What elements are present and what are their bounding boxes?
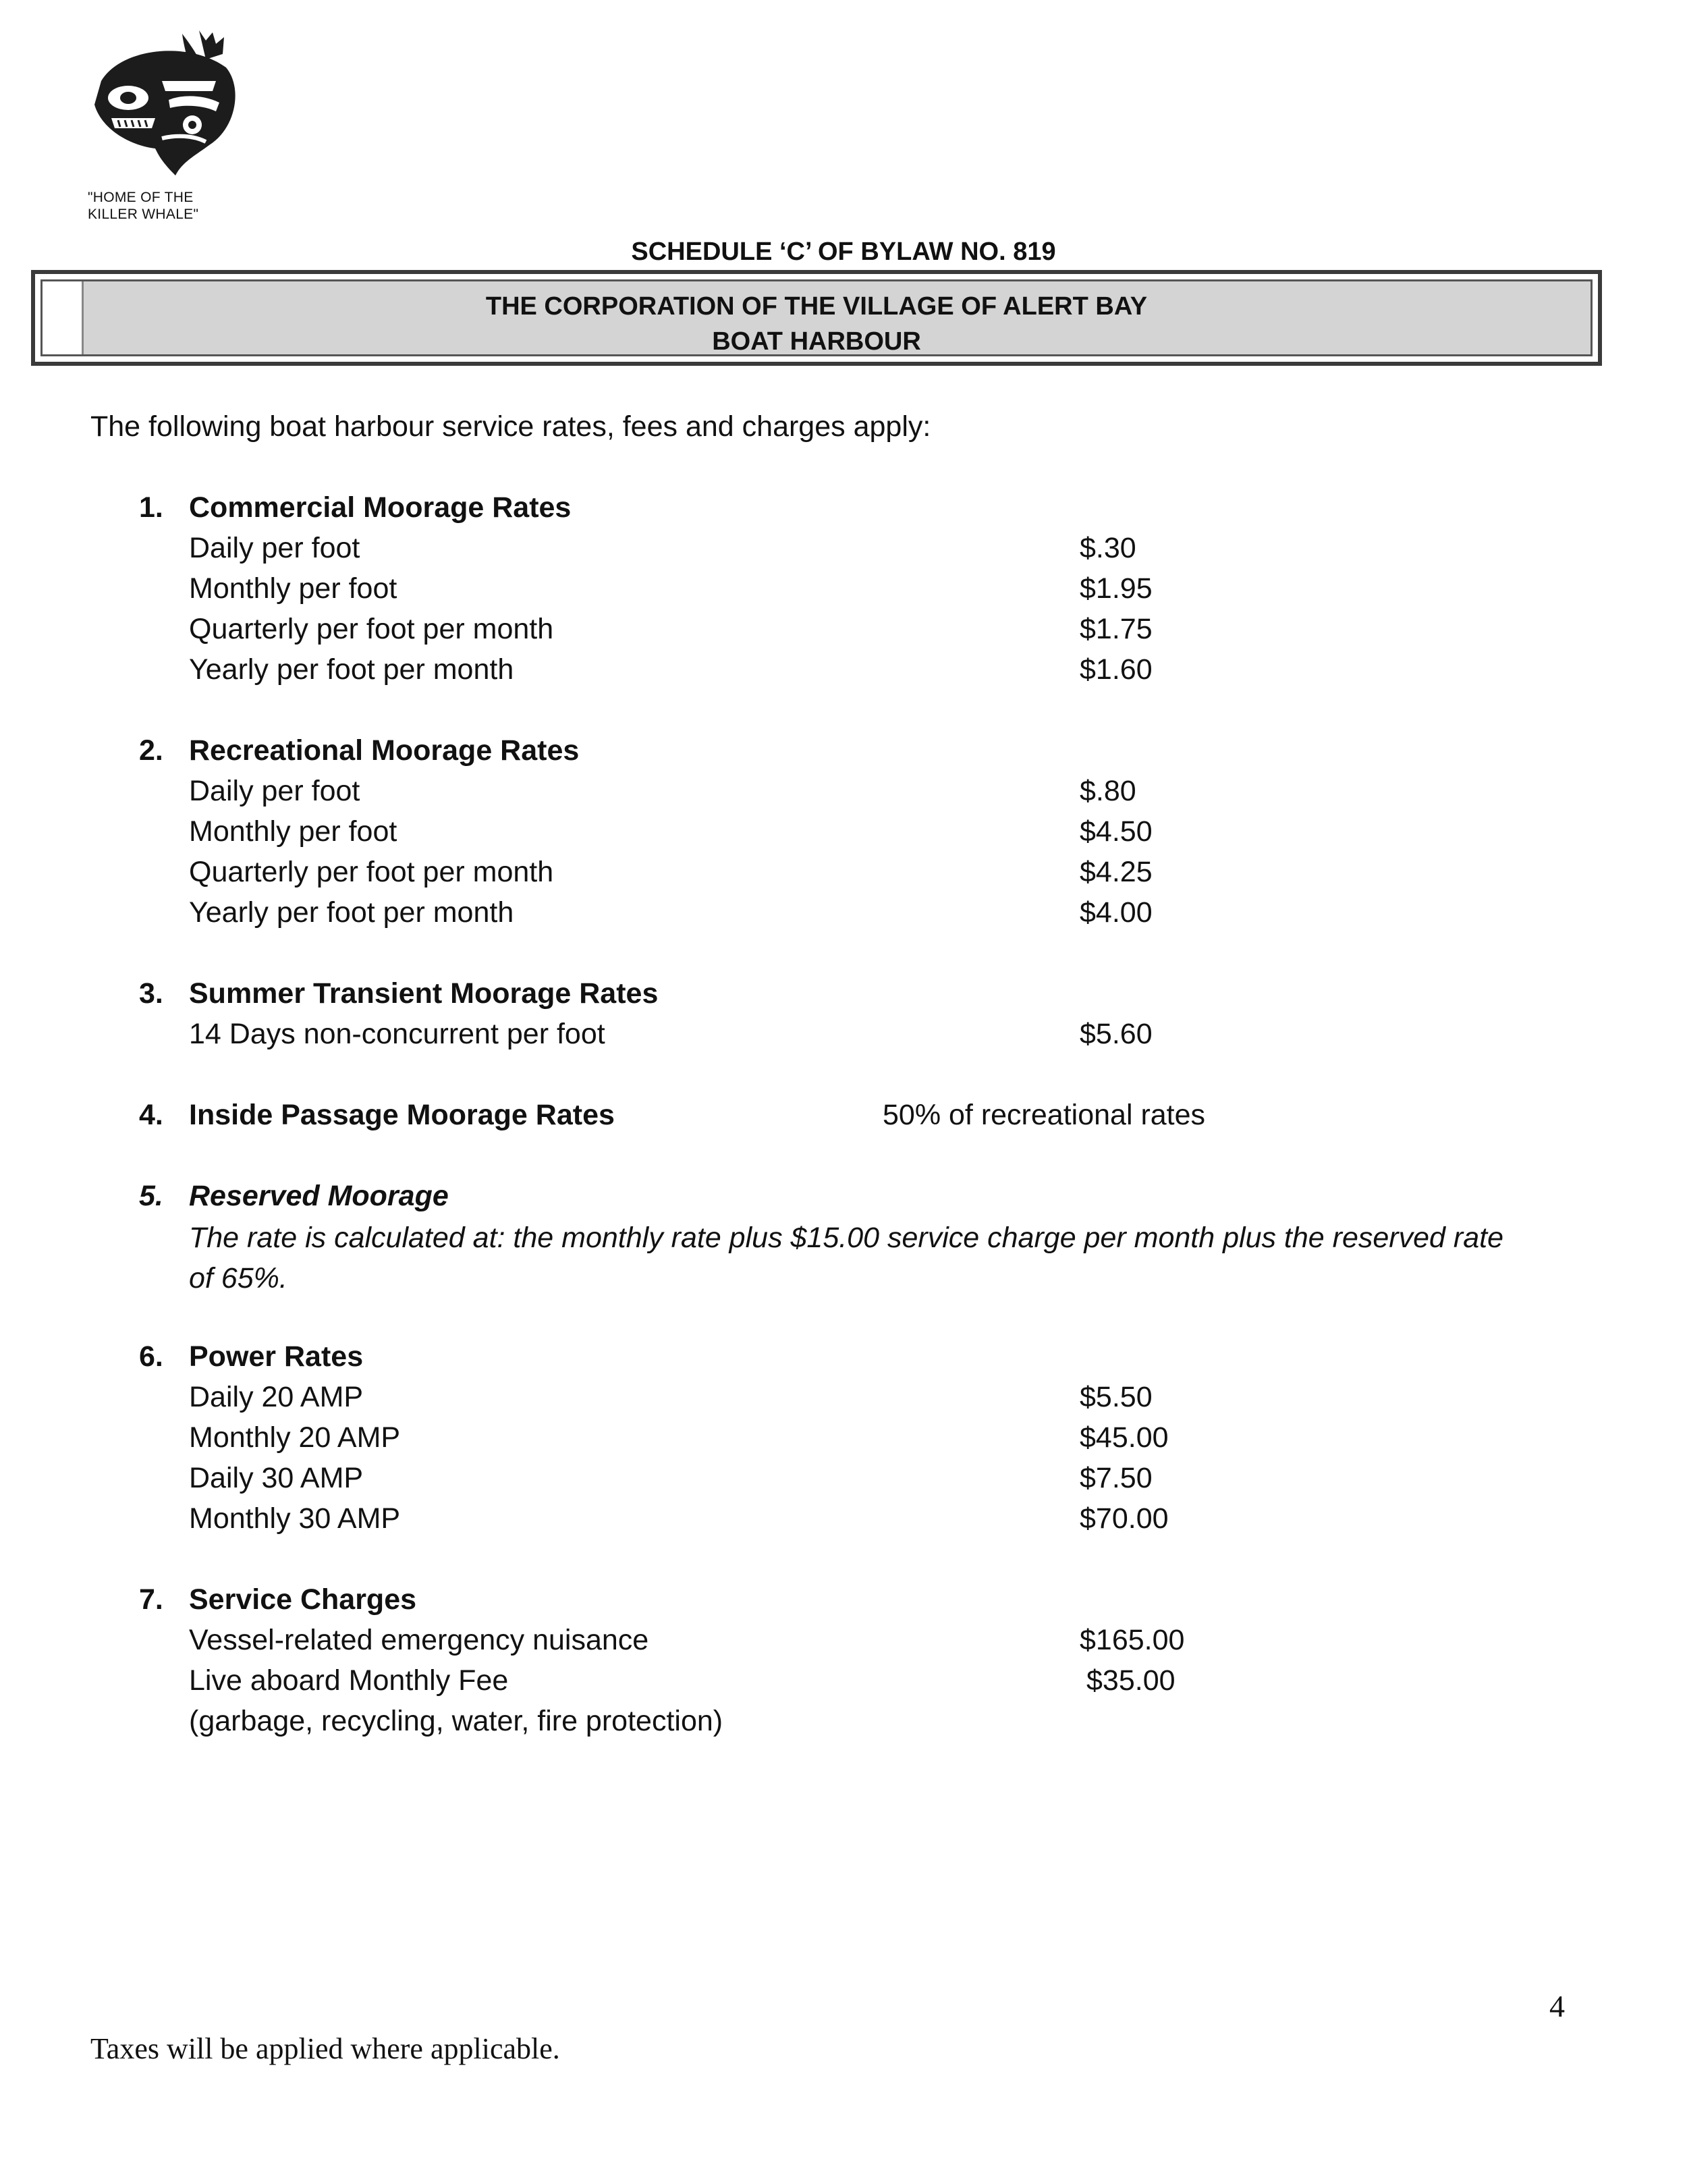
rate-value: $5.60 [1080,1018,1153,1050]
rate-label: Quarterly per foot per month [189,613,554,645]
section-title: Recreational Moorage Rates [189,734,580,767]
rate-value: $7.50 [1080,1462,1153,1494]
rate-value: $45.00 [1080,1421,1169,1454]
section-number: 5. [139,1180,163,1212]
rate-value: $1.95 [1080,572,1153,605]
logo-caption-line1: "HOME OF THE [88,190,194,205]
rate-value: $4.50 [1080,815,1153,848]
section-number: 6. [139,1340,163,1373]
rate-label: Daily per foot [189,532,360,564]
logo-caption [88,189,304,223]
rate-label: Daily 30 AMP [189,1462,364,1494]
rate-label: Monthly 20 AMP [189,1421,401,1454]
rate-value: $165.00 [1080,1624,1185,1656]
rate-value: $70.00 [1080,1502,1169,1535]
logo-caption-line2: KILLER WHALE" [88,207,199,222]
rate-value: $4.00 [1080,896,1153,929]
rate-value: $4.25 [1080,856,1153,888]
header-banner [31,270,1602,366]
rate-value: $5.50 [1080,1381,1153,1413]
section-title: Power Rates [189,1340,364,1373]
rate-value: 50% of recreational rates [883,1099,1206,1131]
banner-subtitle: BOAT HARBOUR [712,327,921,356]
section-number: 1. [139,491,163,524]
section-title: Service Charges [189,1583,417,1616]
rate-note: (garbage, recycling, water, fire protection) [189,1705,723,1737]
paragraph-line: The rate is calculated at: the monthly rate plus $15.00 service charge per month plus the reserved rate [189,1222,1503,1254]
rate-label: Quarterly per foot per month [189,856,554,888]
rate-label: Yearly per foot per month [189,896,514,929]
rate-value: $35.00 [1086,1664,1176,1697]
section-number: 2. [139,734,163,767]
killer-whale-logo-icon [81,27,243,182]
rate-label: Daily 20 AMP [189,1381,364,1413]
rate-label: Vessel-related emergency nuisance [189,1624,649,1656]
rate-label: Yearly per foot per month [189,653,514,686]
section-paragraph [189,1218,1572,1299]
section-title: Reserved Moorage [189,1180,449,1212]
section-title: Inside Passage Moorage Rates [189,1099,615,1131]
footer-note: Taxes will be applied where applicable. [90,2032,560,2065]
section-title: Summer Transient Moorage Rates [189,977,659,1010]
section-number: 3. [139,977,163,1010]
page-number: 4 [1549,1989,1565,2023]
rate-label: Monthly per foot [189,572,397,605]
rate-value: $.80 [1080,775,1136,807]
rate-label: Monthly 30 AMP [189,1502,401,1535]
paragraph-line: of 65%. [189,1262,287,1294]
rate-label: 14 Days non-concurrent per foot [189,1018,605,1050]
rate-label: Daily per foot [189,775,360,807]
schedule-title: SCHEDULE ‘C’ OF BYLAW NO. 819 [631,238,1056,266]
rate-value: $1.60 [1080,653,1153,686]
rate-label: Live aboard Monthly Fee [189,1664,509,1697]
section-title: Commercial Moorage Rates [189,491,572,524]
section-number: 7. [139,1583,163,1616]
rate-value: $.30 [1080,532,1136,564]
rate-label: Monthly per foot [189,815,397,848]
rate-value: $1.75 [1080,613,1153,645]
section-number: 4. [139,1099,163,1131]
banner-title: THE CORPORATION OF THE VILLAGE OF ALERT BAY [485,292,1148,321]
intro-text: The following boat harbour service rates, fees and charges apply: [90,410,931,443]
